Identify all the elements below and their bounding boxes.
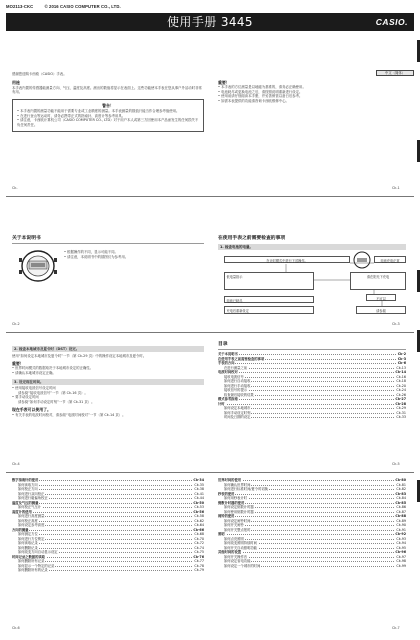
toc-entry-label: 数字指南针的使用 (12, 478, 39, 482)
toc-entry-label: 电波时间校对 (218, 370, 238, 374)
toc-leader-dots (12, 543, 204, 544)
toc-entry-label: 在使用手表之前需要检查的事项 (218, 356, 265, 361)
toc-entry-page: Ck-56 (193, 509, 204, 514)
toc-entry-page: Ck-14 (395, 370, 406, 374)
note-item: • 根据操作的不同，显示可能不同。 (64, 250, 204, 255)
toc-entry-label: 如何改变照明持续时间 (218, 541, 258, 545)
toc-entry-label: 如何读取记录 (12, 541, 39, 545)
toc-entry-label: 如何进行方位锁定 (12, 537, 45, 541)
toc-entry-label: 如何开关自动照明功能 (218, 546, 258, 550)
page5-content (12, 346, 204, 417)
toc-entry-page: Ck-83 (395, 491, 406, 496)
toc-entry-page: Ck-75 (194, 550, 204, 554)
important-heading: 重要！ (12, 361, 24, 367)
toc-entry-label: 接收信号的提示 (218, 388, 248, 392)
toc-entry-page: Ck-18 (396, 379, 406, 383)
important-heading: 重要！ (218, 80, 230, 85)
page2-content (218, 80, 406, 104)
toc-entry-page: Ck-31 (396, 410, 406, 415)
toc-entry-label: 检查最后接收的结果 (218, 393, 255, 397)
toc-entry[interactable] (12, 568, 204, 573)
toc-entry-page: Ck-74 (194, 545, 204, 550)
step-bar: 2. 检查本地城市及夏令时（DST）设定。 (12, 346, 204, 352)
toc-entry-page: Ck-16 (396, 374, 406, 379)
toc-entry-label: 手表的方向 (218, 361, 235, 365)
toc-entry-page: Ck-62 (194, 518, 204, 523)
flow-box: 电池已耗尽 (224, 296, 314, 303)
toc-entry[interactable] (218, 415, 406, 420)
page-number: Ck-1 (392, 186, 400, 190)
toc-entry-label: 倒数计时器的使用 (218, 500, 245, 505)
flow-arrows (224, 262, 406, 308)
toc-entry-label: 如何校正方向 (12, 487, 39, 491)
toc-entry-label: 闹铃的使用 (218, 514, 235, 518)
toc-entry-label: 如何开关整点报时 (218, 528, 251, 532)
toc-entry-label: 如何使用倒数计时器 (218, 510, 255, 514)
step-text: 使用“如何设定本地城市及夏令时”一节（第 Ck-29 页）中的操作设定本地城市及夏令时。 (12, 353, 147, 358)
flow-box: 请在阳光下充电 (350, 272, 406, 290)
toc-entry-page: Ck-29 (396, 406, 406, 410)
toc-entry-label: 如何设定一个城市的时间 (218, 564, 261, 568)
page-number: Ck-3 (392, 322, 400, 326)
toc-entry-label: 秒表的使用 (218, 491, 235, 496)
toc-entry-label: 如何删除记录 (12, 546, 39, 550)
section-title: 关于本说明书 (12, 236, 41, 241)
page-number: Ck-2 (12, 322, 20, 326)
page-divider (6, 196, 414, 197)
toc-entry-page: Ck-93 (396, 536, 406, 541)
toc-title: 目录 (218, 342, 228, 347)
language-tag: 中文（简体） (376, 70, 414, 76)
toc-entry-page: Ck-58 (194, 514, 204, 518)
toc-entry-label: 如何设定参考高度 (12, 523, 45, 527)
page-number: Ck-7 (392, 626, 400, 630)
toc-entry-page: Ck-44 (194, 496, 204, 500)
toc-entry-label: 模式参考指南 (218, 397, 238, 401)
toc-entry-page: Ck-88 (395, 514, 406, 518)
toc-entry-label: 接收电波信号 (218, 375, 245, 379)
toc-entry-page: Ck-76 (193, 554, 204, 559)
flow-box: 低电量指示 (224, 272, 314, 290)
toc-entry-page: Ck-89 (396, 518, 406, 523)
toc-entry-page: Ck-78 (194, 563, 204, 568)
flow-box: 请参阅 (356, 306, 406, 314)
toc-entry-label: 如何进行标准时间/夏令时切换 (218, 487, 269, 491)
toc-entry-label: 如何进行双向校正 (12, 492, 45, 496)
toc-leader-dots (218, 363, 406, 364)
toc-entry-page: Ck-28 (395, 401, 406, 406)
toc-leader-dots (218, 354, 406, 355)
list-item: 请参阅“接收电波信号”一节（第 Ck-16 页）。 (18, 390, 88, 395)
toc-entry-page: Ck-97 (396, 554, 406, 559)
toc-entry-page: Ck-3 (397, 356, 406, 361)
toc-entry-label: 如何校正气压计 (12, 505, 42, 509)
toc-entry-label: 高度计的使用 (12, 509, 32, 514)
toc-leader-dots (218, 534, 406, 535)
list-item: • 使用接收电波信号设定时间 (12, 386, 204, 391)
ready-text: • 有关手表的电波时间校对，请参阅“电波时间校对”一节（第 Ck-14 页）。 (12, 413, 204, 418)
toc-entry-label: 如何进行手动接收 (218, 384, 251, 388)
toc-entry-page: Ck-41 (194, 491, 204, 496)
toc-entry-label: 在进行测量之前 (218, 366, 248, 370)
toc-entry-label: 关于本说明书 (218, 352, 238, 356)
toc-entry-page: Ck-86 (396, 505, 406, 509)
toc-entry-label: 世界时间的使用 (218, 478, 242, 482)
toc-entry-page: Ck-35 (194, 482, 204, 487)
toc-leader-dots (218, 480, 406, 481)
warning-item: • 本手表内置的测量功能不能用于需要专业或工业精度的测量。本手表测量的数值只能当作合理参考值使用。 (17, 109, 199, 114)
toc-leader-dots (12, 480, 204, 481)
document-code: MO2113-CKC (6, 4, 34, 9)
page-number: Ck-5 (392, 462, 400, 466)
warning-item: • 请注意，卡西欧计算机公司（CASIO COMPUTER CO., LTD）对于用户本人或第三方因使用本产品而发生的任何损失不负任何责任。 (17, 118, 199, 127)
toc-entry-label: 如何改变方向自动显示设定 (12, 550, 59, 554)
toc-entry-page: Ck-38 (194, 487, 204, 491)
toc-entry-label: 如何开关闹铃 (218, 523, 245, 527)
toc-leader-dots (218, 516, 406, 517)
important-item: • 世界时间模式的数据取决于本地城市设定的正确性。 (12, 366, 204, 371)
toc-entry-page: Ck-53 (194, 505, 204, 509)
important-item: • 如需本表提供的功能请咨询卡西欧维修中心。 (218, 99, 406, 104)
section-rule (12, 243, 204, 244)
toc-entry-page: Ck-92 (395, 532, 406, 536)
toc-entry-page: Ck-6 (397, 361, 406, 365)
toc-entry-label: 时间记录之数据的读取 (12, 554, 45, 559)
list-item: • 要手动设定时间 (12, 395, 204, 400)
intro-text: 感谢您选购卡西欧（CASIO）手表。 (12, 72, 67, 76)
toc-entry-label: 计时 (218, 401, 225, 406)
manual-title: 使用手册 3445 (167, 15, 253, 29)
toc-entry-page: Ck-99 (396, 563, 406, 568)
use-text: 本手表内置的传感器能测量方向、气压、温度及高度。测出的数值将显示在表面上。这些功能使本手表在您从事户外活动时非常有用。 (12, 85, 202, 95)
page-number: Ck-4 (12, 462, 20, 466)
toc-entry-page: Ck-94 (396, 541, 406, 545)
toc-entry-label: 时间及日期的设定 (218, 415, 251, 419)
flow-box: 电池充电正常 (374, 256, 406, 263)
page3-notes (64, 250, 204, 259)
toc-entry-label: 温度及气压的测量 (12, 500, 39, 505)
toc-leader-dots (12, 489, 204, 490)
toc-entry-label: 其他时间的设置 (218, 550, 242, 554)
toc-entry-label: 如何开关操作音 (218, 555, 248, 559)
toc-entry-label: 如何确认世界时间 (218, 483, 251, 487)
toc-entry-page: Ck-26 (396, 392, 406, 397)
flow-box: 充电后重新设定 (224, 306, 314, 314)
toc-leader-dots (218, 399, 406, 400)
toc-entry-label: 如何手动设定时刻 (218, 411, 251, 415)
toc-list (218, 478, 406, 568)
toc-entry-page: Ck-95 (396, 545, 406, 550)
toc-entry-page: Ck-80 (395, 478, 406, 482)
toc-entry-page: Ck-20 (396, 383, 406, 388)
toc-leader-dots (218, 552, 406, 553)
toc-entry-label: 如何进行高度测量 (12, 514, 45, 518)
toc-entry-page: Ck-82 (396, 487, 406, 491)
toc-entry-page: Ck-98 (396, 559, 406, 563)
page-number: Ck- (12, 186, 18, 190)
toc-entry-label: 如何显示一个特定的记录 (12, 564, 55, 568)
toc-entry-label: 如何用秒表计时 (218, 496, 248, 500)
toc-leader-dots (218, 525, 406, 526)
step-bar: 3. 设定现在时间。 (12, 379, 204, 385)
toc-list (12, 478, 204, 573)
toc-entry-page: Ck-66 (193, 527, 204, 532)
warning-box (12, 99, 204, 132)
casio-logo: CASIO. (375, 17, 408, 27)
important-item: • 电池耗尽或更换电池之后，请按照说明重新进行设定。 (218, 90, 406, 95)
toc-entry-label: 如何设定省电功能 (218, 559, 251, 563)
toc-entry-page: Ck-84 (396, 496, 406, 500)
toc-entry-page: Ck-13 (396, 365, 406, 370)
toc-entry-page: Ck-68 (194, 532, 204, 536)
section-rule (218, 349, 406, 350)
toc-entry-label: 如何进行磁偏角校正 (12, 496, 49, 500)
toc-leader-dots (218, 372, 406, 373)
page-divider (6, 332, 414, 333)
toc-entry[interactable] (218, 564, 406, 569)
toc-entry-label: 如何删除所有记录 (12, 559, 45, 563)
toc-entry-page: Ck-2 (397, 352, 406, 356)
toc-entry-page: Ck-64 (194, 523, 204, 527)
toc-entry-page: Ck-33 (396, 415, 406, 419)
warning-item: • 在进行登山等运动时，请务必携带正式的指南针、高度计等参考用具。 (17, 114, 199, 119)
important-item: • 使用前请仔细阅读本手册，并妥善保管以备日后参考。 (218, 94, 406, 99)
toc-entry-page: Ck-81 (396, 482, 406, 487)
note-item: • 请注意，本说明书中的插图仅为参考用。 (64, 255, 204, 260)
step-bar: 1. 检查电池的电量。 (218, 244, 406, 250)
toc-entry-page: Ck-27 (395, 397, 406, 401)
toc-entry-label: 照明 (218, 532, 225, 536)
copyright-text: © 2016 CASIO COMPUTER CO., LTD. (44, 4, 121, 9)
section-title: 在使用手表之前需要检查的事项 (218, 236, 286, 241)
toc-entry-page: Ck-96 (395, 550, 406, 554)
toc-entry-label: 如何读取方向 (12, 483, 39, 487)
document-header-line (6, 4, 131, 10)
toc-entry-page: Ck-91 (396, 527, 406, 532)
toc-entry-page: Ck-24 (396, 388, 406, 392)
toc-leader-dots (12, 534, 204, 535)
toc-entry-page: Ck-79 (194, 568, 204, 572)
toc-entry-page: Ck-87 (396, 509, 406, 514)
important-item: • 请确认本地城市设定正确。 (12, 371, 204, 376)
toc-entry-page: Ck-85 (395, 500, 406, 505)
toc-entry-page: Ck-34 (193, 478, 204, 482)
flow-box: 在计时模式中进行下述操作。 (224, 256, 350, 263)
flow-box: 不可以 (366, 294, 396, 301)
ready-heading: 现在手表可以使用了。 (12, 407, 51, 413)
toc-entry-label: 如何设定闹铃时间 (218, 519, 251, 523)
use-heading: 用途 (12, 79, 20, 85)
toc-entry-page: Ck-50 (193, 500, 204, 505)
toc-entry-page: Ck-90 (396, 523, 406, 527)
toc-entry-page: Ck-77 (194, 559, 204, 563)
toc-entry-label: 如何校正高度 (12, 519, 39, 523)
list-item: 请参阅“如何手动设定时刻”一节（第 Ck-31 页）。 (18, 399, 95, 404)
toc-entry-label: 如何测定方位 (12, 532, 39, 536)
important-item: • 本手表的方位测量是以地磁为基准的，请务必正确使用。 (218, 85, 406, 90)
page1-content (12, 72, 204, 132)
toc-entry-page: Ck-72 (194, 541, 204, 545)
toc-list (218, 352, 406, 420)
page-number: Ck-6 (12, 626, 20, 630)
toc-entry-label: 如何点亮照明 (218, 537, 245, 541)
page-divider (6, 472, 414, 473)
toc-entry-label: 方向的测量 (12, 527, 29, 532)
toc-entry-label: 如何进行自动接收 (218, 379, 251, 383)
warning-title: 警告！ (102, 103, 114, 109)
title-bar (6, 13, 414, 31)
watch-illustration (18, 248, 58, 284)
toc-entry-label: 如何设定本地城市 (218, 406, 251, 410)
toc-entry-page: Ck-70 (194, 536, 204, 541)
toc-entry-label: 如何设定倒数计时器 (218, 505, 255, 509)
toc-entry-label: 如何删除所有的记录 (12, 568, 49, 572)
